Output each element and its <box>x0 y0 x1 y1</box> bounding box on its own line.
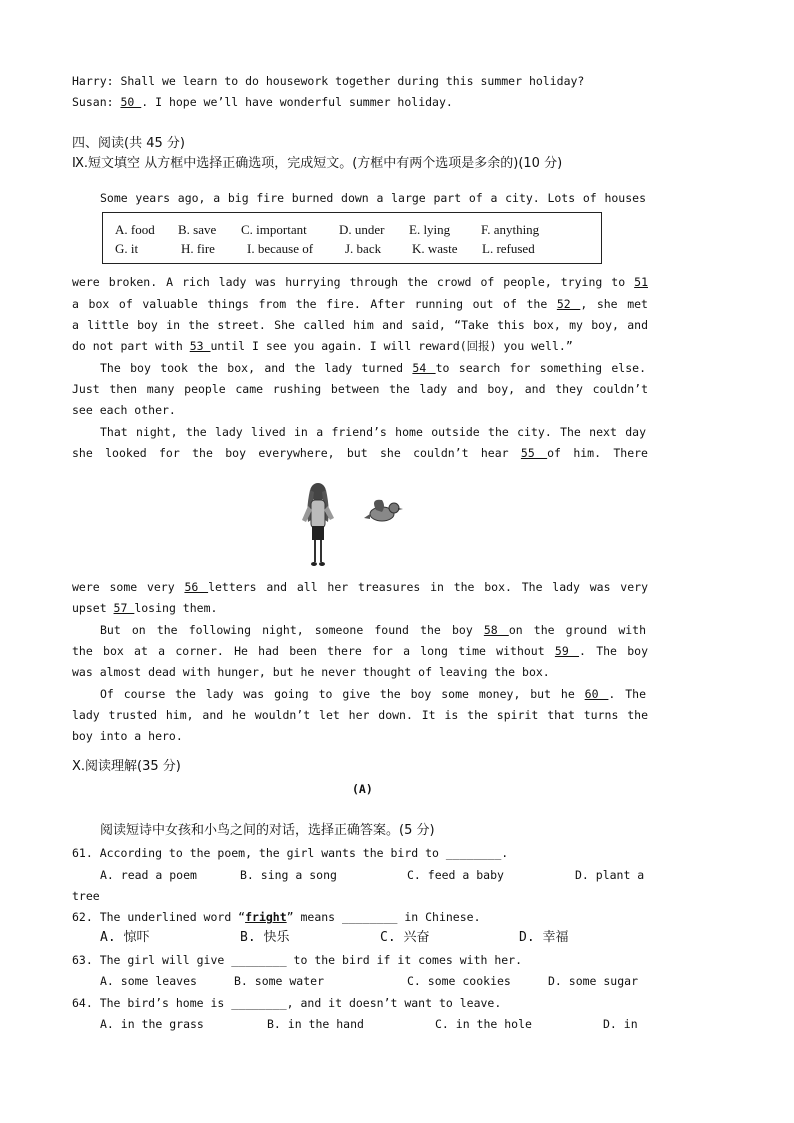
question-61-choices <box>72 868 648 882</box>
text: 62. The underlined word “ <box>72 910 246 924</box>
choice-64-a[interactable]: A. in the grass <box>100 1017 204 1031</box>
choice-63-b[interactable]: B. some water <box>234 974 325 988</box>
text: to search for something else. <box>435 361 647 375</box>
passage-line-5 <box>72 339 648 353</box>
blank-59[interactable]: 59 <box>554 644 580 658</box>
choice-61-b[interactable]: B. sing a song <box>240 868 337 882</box>
option-a: A. food <box>115 222 155 237</box>
underlined-word: fright <box>245 910 287 924</box>
passage-line-12 <box>72 601 648 615</box>
choice-63-d[interactable]: D. some sugar <box>548 974 639 988</box>
text: ” means ________ in Chinese. <box>286 910 481 924</box>
passage-line-3 <box>72 297 648 311</box>
susan-prefix: Susan: <box>72 95 121 109</box>
text: , she met <box>580 297 648 311</box>
option-j: J. back <box>345 241 382 256</box>
blank-51[interactable]: 51 <box>634 275 648 289</box>
passage-line-16 <box>100 687 646 701</box>
option-k: K. waste <box>412 241 458 256</box>
passage-line-7: Just then many people came rushing between the lady and boy, and they couldn’t <box>72 382 648 396</box>
harry-line: Harry: Shall we learn to do housework together during this summer holiday? <box>72 74 585 88</box>
girl-figure <box>302 483 334 566</box>
text: until I see you again. I will reward(回报) you well.” <box>210 339 573 353</box>
option-g: G. it <box>115 241 139 256</box>
poem-instruction: 阅读短诗中女孩和小鸟之间的对话，选择正确答案。(5 分) <box>100 823 435 838</box>
choice-62-b[interactable]: B. 快乐 <box>240 930 290 945</box>
blank-57[interactable]: 57 <box>113 601 135 615</box>
question-64-choices <box>72 1017 648 1031</box>
text: But on the following night, someone found the boy <box>100 623 484 637</box>
text: upset <box>72 601 114 615</box>
choice-64-b[interactable]: B. in the hand <box>267 1017 364 1031</box>
choice-64-c[interactable]: C. in the hole <box>435 1017 532 1031</box>
text: a box of valuable things from the fire. After running out of the <box>72 297 557 311</box>
text: of him. There <box>547 446 648 460</box>
choice-62-d[interactable]: D. 幸福 <box>519 930 569 945</box>
part-nine-title: Ⅸ.短文填空 从方框中选择正确选项，完成短文。(方框中有两个选项是多余的)(10 分) <box>72 156 563 171</box>
subsection-a-label: (A) <box>352 782 373 796</box>
choice-61-d[interactable]: D. plant a <box>575 868 645 882</box>
passage-line-8: see each other. <box>72 403 176 417</box>
text: were some very <box>72 580 185 594</box>
blank-60[interactable]: 60 <box>584 687 609 701</box>
text: on the ground with <box>508 623 647 637</box>
passage-line-11 <box>72 580 648 594</box>
passage-line-13 <box>100 623 646 637</box>
blank-53[interactable]: 53 <box>189 339 211 353</box>
choice-62-c[interactable]: C. 兴奋 <box>380 930 430 945</box>
option-c: C. important <box>241 222 307 237</box>
passage-line-4: a little boy in the street. She called him and said, “Take this box, my boy, and <box>72 318 648 332</box>
text: losing them. <box>134 601 218 615</box>
susan-line <box>72 95 648 109</box>
bird-figure <box>364 500 403 521</box>
choice-64-d[interactable]: D. in <box>603 1017 638 1031</box>
blank-58[interactable]: 58 <box>483 623 509 637</box>
question-63-choices <box>72 974 648 988</box>
question-64: 64. The bird’s home is ________, and it doesn’t want to leave. <box>72 996 502 1010</box>
choice-61-a[interactable]: A. read a poem <box>100 868 197 882</box>
options-box <box>102 212 602 264</box>
option-i: I. because of <box>247 241 314 256</box>
question-61-d-continued: tree <box>72 889 100 903</box>
passage-line-1: Some years ago, a big fire burned down a large part of a city. Lots of houses <box>100 191 646 205</box>
passage-line-17: lady trusted him, and he wouldn’t let her down. It is the spirit that turns the <box>72 708 648 722</box>
passage-line-15: was almost dead with hunger, but he never thought of leaving the box. <box>72 665 550 679</box>
passage-line-14 <box>72 644 648 658</box>
question-62-choices <box>72 931 648 947</box>
blank-52[interactable]: 52 <box>556 297 581 311</box>
text: the box at a corner. He had been there for a long time without <box>72 644 555 658</box>
section-four-title: 四、阅读(共 45 分) <box>72 136 185 151</box>
text: she looked for the boy everywhere, but she couldn’t hear <box>72 446 521 460</box>
passage-line-9: That night, the lady lived in a friend’s home outside the city. The next day <box>100 425 646 439</box>
blank-56[interactable]: 56 <box>184 580 209 594</box>
question-62 <box>72 910 648 924</box>
question-63: 63. The girl will give ________ to the bird if it comes with her. <box>72 953 523 967</box>
option-f: F. anything <box>481 222 540 237</box>
choice-63-c[interactable]: C. some cookies <box>407 974 511 988</box>
option-b: B. save <box>178 222 217 237</box>
text: . The <box>608 687 647 701</box>
passage-line-2 <box>72 275 648 289</box>
text: letters and all her treasures in the box. The lady was very <box>208 580 648 594</box>
text: The boy took the box, and the lady turned <box>100 361 413 375</box>
text: were broken. A rich lady was hurrying through the crowd of people, trying to <box>72 275 635 289</box>
choice-63-a[interactable]: A. some leaves <box>100 974 197 988</box>
blank-54[interactable]: 54 <box>412 361 436 375</box>
part-ten-title: Ⅹ.阅读理解(35 分) <box>72 759 181 774</box>
option-h: H. fire <box>181 241 215 256</box>
passage-line-18: boy into a hero. <box>72 729 183 743</box>
passage-line-6 <box>100 361 646 375</box>
option-l: L. refused <box>482 241 535 256</box>
poem-illustration <box>296 478 406 570</box>
blank-50[interactable]: 50 <box>120 95 142 109</box>
choice-61-c[interactable]: C. feed a baby <box>407 868 504 882</box>
blank-55[interactable]: 55 <box>520 446 548 460</box>
option-e: E. lying <box>409 222 451 237</box>
susan-suffix: . I hope we’ll have wonderful summer holiday. <box>141 95 453 109</box>
passage-line-10 <box>72 446 648 460</box>
question-61: 61. According to the poem, the girl wants the bird to ________. <box>72 846 509 860</box>
option-d: D. under <box>339 222 385 237</box>
text: Of course the lady was going to give the boy some money, but he <box>100 687 585 701</box>
text: . The boy <box>579 644 649 658</box>
text: do not part with <box>72 339 190 353</box>
choice-62-a[interactable]: A. 惊吓 <box>100 930 150 945</box>
